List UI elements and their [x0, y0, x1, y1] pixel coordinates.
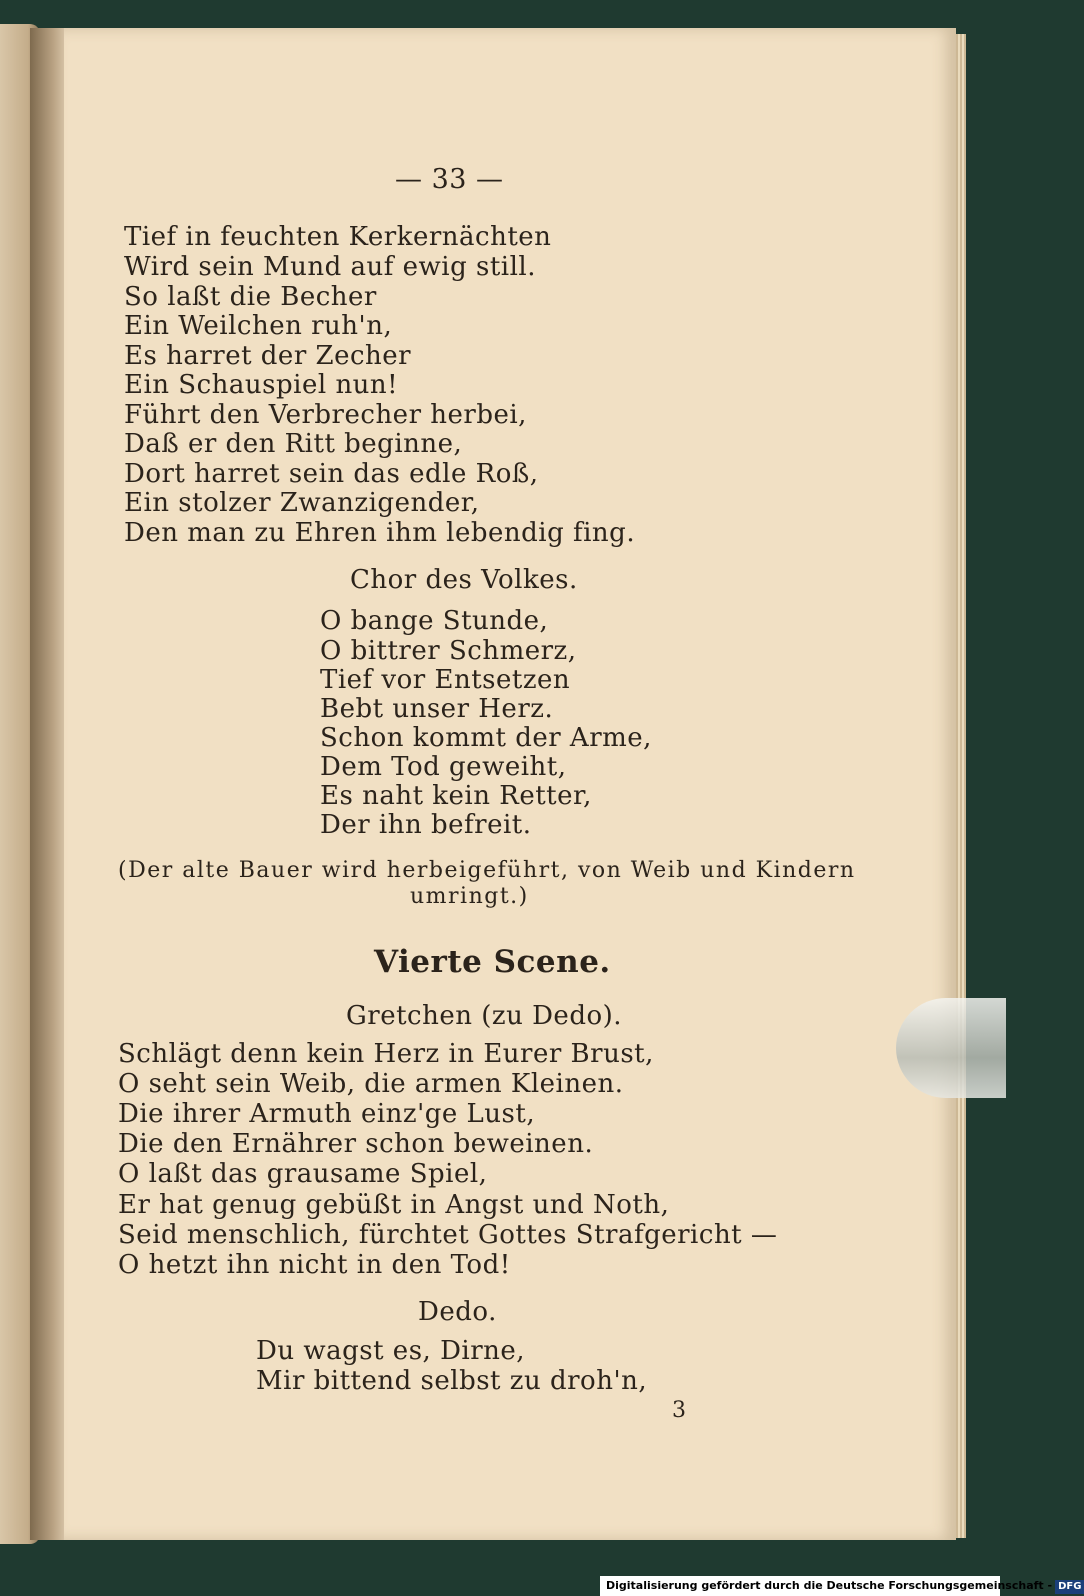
- verse-line: Den man zu Ehren ihm lebendig fing.: [124, 518, 636, 548]
- verse-line: Daß er den Ritt beginne,: [124, 429, 463, 459]
- verse-line: Es harret der Zecher: [124, 341, 412, 371]
- verse-line: Seid menschlich, fürchtet Gottes Strafgericht —: [118, 1220, 778, 1250]
- speaker-heading-dedo: Dedo.: [418, 1297, 497, 1327]
- digitization-footer: [600, 1576, 1082, 1596]
- verse-line: Dort harret sein das edle Roß,: [124, 459, 539, 489]
- verse-line: Dem Tod geweiht,: [320, 752, 567, 782]
- verse-line: Er hat genug gebüßt in Angst und Noth,: [118, 1190, 670, 1220]
- page-number-header: — 33 —: [395, 164, 504, 195]
- speaker-heading-chorus: Chor des Volkes.: [350, 565, 578, 595]
- verse-line: Schon kommt der Arme,: [320, 723, 652, 753]
- verse-line: So laßt die Becher: [124, 282, 377, 312]
- verse-line: Es naht kein Retter,: [320, 781, 592, 811]
- verse-line: Ein Weilchen ruh'n,: [124, 311, 393, 341]
- verse-line: Schlägt denn kein Herz in Eurer Brust,: [118, 1039, 654, 1069]
- dfg-logo: DFG: [1055, 1580, 1084, 1594]
- verse-line: O laßt das grausame Spiel,: [118, 1159, 488, 1189]
- speaker-heading-gretchen: Gretchen (zu Dedo).: [346, 1001, 623, 1031]
- verse-line: Tief vor Entsetzen: [320, 665, 571, 695]
- verse-line: Der ihn befreit.: [320, 810, 532, 840]
- verse-line: Bebt unser Herz.: [320, 694, 554, 724]
- footer-text: Digitalisierung gefördert durch die Deutsche Forschungsgemeinschaft -: [606, 1579, 1053, 1592]
- verse-line: O bittrer Schmerz,: [320, 636, 577, 666]
- verse-line: Die ihrer Armuth einz'ge Lust,: [118, 1099, 536, 1129]
- verse-line: Ein Schauspiel nun!: [124, 370, 399, 400]
- verse-line: Wird sein Mund auf ewig still.: [124, 252, 536, 282]
- verse-line: Ein stolzer Zwanzigender,: [124, 488, 480, 518]
- scene-title: Vierte Scene.: [374, 944, 611, 980]
- verse-line: O hetzt ihn nicht in den Tod!: [118, 1250, 511, 1280]
- verse-line: Führt den Verbrecher herbei,: [124, 400, 527, 430]
- signature-mark: 3: [672, 1398, 687, 1423]
- verse-line: Mir bittend selbst zu droh'n,: [256, 1366, 648, 1396]
- verse-line: O bange Stunde,: [320, 606, 549, 636]
- verse-line: Du wagst es, Dirne,: [256, 1336, 526, 1366]
- stage-direction: (Der alte Bauer wird herbeigeführt, von Weib und Kindern: [118, 858, 856, 883]
- verse-line: O seht sein Weib, die armen Kleinen.: [118, 1069, 624, 1099]
- verse-line: Tief in feuchten Kerkernächten: [124, 222, 552, 252]
- stage-direction: umringt.): [410, 884, 529, 909]
- verse-line: Die den Ernährer schon beweinen.: [118, 1129, 594, 1159]
- page-clip: [896, 998, 1006, 1098]
